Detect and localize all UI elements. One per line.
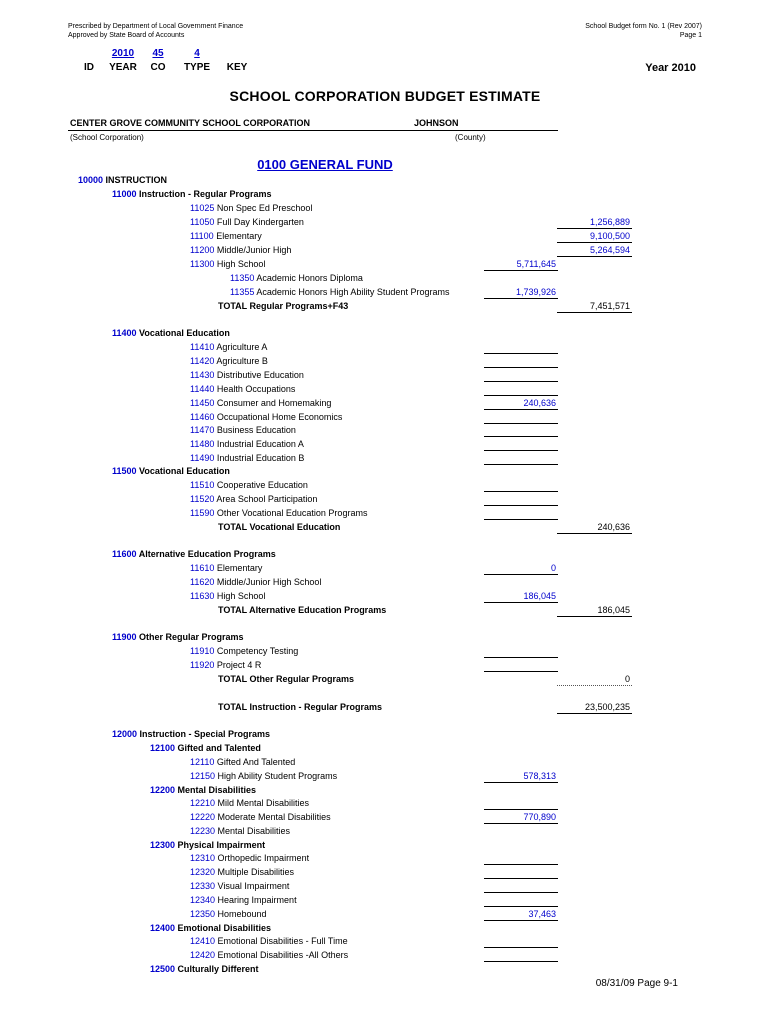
approved-note: Approved by State Board of Accounts <box>68 32 185 39</box>
account-label: Mental Disabilities <box>215 826 291 836</box>
budget-row <box>190 658 261 672</box>
page-title: SCHOOL CORPORATION BUDGET ESTIMATE <box>229 88 541 104</box>
account-code: 11410 <box>190 342 215 352</box>
account-code: 11490 <box>190 453 215 463</box>
account-code: 11355 <box>230 287 255 297</box>
account-code: 12100 <box>150 743 176 753</box>
budget-row <box>190 492 317 506</box>
total-row <box>218 299 348 313</box>
budget-row <box>190 451 304 465</box>
budget-row <box>190 368 304 382</box>
account-label: TOTAL Instruction - Regular Programs <box>218 702 383 712</box>
corporation-caption: (School Corporation) <box>70 133 144 142</box>
amount-field[interactable] <box>484 797 558 810</box>
key-label: KEY <box>226 62 248 73</box>
account-code: 12220 <box>190 812 216 822</box>
account-label: Competency Testing <box>214 646 299 656</box>
account-label: Industrial Education B <box>214 453 305 463</box>
budget-row <box>190 824 290 838</box>
budget-row <box>78 173 167 187</box>
budget-row <box>190 769 337 783</box>
budget-row <box>150 783 256 797</box>
account-code: 10000 <box>78 175 104 185</box>
account-label: Cooperative Education <box>214 480 308 490</box>
account-code: 11590 <box>190 508 215 518</box>
account-label: High School <box>214 259 266 269</box>
account-code: 11025 <box>190 203 215 213</box>
account-label: Occupational Home Economics <box>214 412 343 422</box>
account-code: 12340 <box>190 895 216 905</box>
co-value: 45 <box>152 48 164 59</box>
account-label: Full Day Kindergarten <box>214 217 304 227</box>
total-row <box>218 700 382 714</box>
account-label: Academic Honors Diploma <box>254 273 363 283</box>
account-label: Middle/Junior High <box>214 245 292 255</box>
budget-row <box>150 741 261 755</box>
budget-row <box>190 796 309 810</box>
budget-row <box>190 865 294 879</box>
account-label: TOTAL Alternative Education Programs <box>218 605 387 615</box>
account-code: 11000 <box>112 189 137 199</box>
amount-field[interactable]: 0 <box>484 562 558 575</box>
prescribed-note: Prescribed by Department of Local Government Finance <box>68 23 244 30</box>
budget-row <box>190 575 321 589</box>
subtotal-field[interactable]: 9,100,500 <box>557 230 632 243</box>
amount-field[interactable] <box>484 479 558 492</box>
budget-row <box>190 755 295 769</box>
account-code: 11480 <box>190 439 215 449</box>
amount-field[interactable]: 37,463 <box>484 908 558 921</box>
account-label: Alternative Education Programs <box>136 549 276 559</box>
budget-row <box>190 851 309 865</box>
total-amount[interactable]: 0 <box>557 673 632 686</box>
account-code: 11510 <box>190 480 215 490</box>
account-label: Elementary <box>214 563 263 573</box>
budget-row <box>190 396 331 410</box>
account-label: High Ability Student Programs <box>215 771 338 781</box>
corporation-underline <box>68 130 558 131</box>
budget-row <box>190 506 367 520</box>
account-code: 12110 <box>190 757 215 767</box>
budget-row <box>190 257 265 271</box>
amount-field[interactable] <box>484 452 558 465</box>
amount-field[interactable]: 578,313 <box>484 770 558 783</box>
budget-row <box>190 229 262 243</box>
budget-row <box>190 410 342 424</box>
amount-field[interactable] <box>484 369 558 382</box>
amount-field[interactable]: 240,636 <box>484 397 558 410</box>
account-label: Distributive Education <box>214 370 304 380</box>
account-label: Middle/Junior High School <box>214 577 322 587</box>
account-code: 12330 <box>190 881 216 891</box>
budget-row <box>190 423 296 437</box>
amount-field[interactable] <box>484 355 558 368</box>
account-label: Health Occupations <box>214 384 296 394</box>
total-row <box>218 672 354 686</box>
account-code: 12300 <box>150 840 176 850</box>
amount-field[interactable] <box>484 645 558 658</box>
account-label: Project 4 R <box>214 660 262 670</box>
budget-row <box>112 187 272 201</box>
account-code: 11200 <box>190 245 215 255</box>
account-code: 11450 <box>190 398 215 408</box>
budget-year: Year 2010 <box>645 62 696 74</box>
budget-row <box>112 630 244 644</box>
account-code: 11430 <box>190 370 215 380</box>
budget-row <box>150 838 265 852</box>
account-code: 12230 <box>190 826 216 836</box>
total-amount[interactable]: 7,451,571 <box>557 300 632 313</box>
account-code: 12200 <box>150 785 176 795</box>
year-label: YEAR <box>109 62 137 73</box>
subtotal-field[interactable]: 5,264,594 <box>557 244 632 257</box>
account-code: 11420 <box>190 356 215 366</box>
account-label: Gifted And Talented <box>214 757 296 767</box>
account-label: Hearing Impairment <box>215 895 297 905</box>
budget-row <box>190 354 268 368</box>
account-label: Other Regular Programs <box>136 632 244 642</box>
county-caption: (County) <box>455 133 486 142</box>
account-label: TOTAL Regular Programs+F43 <box>218 301 349 311</box>
amount-field[interactable] <box>484 866 558 879</box>
total-amount[interactable]: 186,045 <box>557 604 632 617</box>
account-label: Non Spec Ed Preschool <box>214 203 313 213</box>
account-code: 12150 <box>190 771 216 781</box>
account-label: Academic Honors High Ability Student Programs <box>254 287 450 297</box>
account-code: 11460 <box>190 412 215 422</box>
account-code: 11520 <box>190 494 215 504</box>
type-label: TYPE <box>183 62 211 73</box>
budget-row <box>190 810 331 824</box>
corporation-name: CENTER GROVE COMMUNITY SCHOOL CORPORATION <box>70 118 311 128</box>
account-label: TOTAL Other Regular Programs <box>218 674 355 684</box>
total-amount[interactable]: 23,500,235 <box>557 701 632 714</box>
account-label: Area School Participation <box>214 494 318 504</box>
account-code: 12310 <box>190 853 216 863</box>
account-code: 11100 <box>190 231 214 241</box>
account-label: Industrial Education A <box>214 439 304 449</box>
account-label: Visual Impairment <box>215 881 290 891</box>
budget-row <box>112 326 230 340</box>
account-label: Mental Disabilities <box>175 785 257 795</box>
amount-field[interactable]: 186,045 <box>484 590 558 603</box>
account-label: Mild Mental Disabilities <box>215 798 310 808</box>
amount-field[interactable] <box>484 341 558 354</box>
id-label: ID <box>84 62 94 73</box>
total-row <box>218 603 386 617</box>
budget-row <box>190 340 267 354</box>
amount-field[interactable] <box>484 493 558 506</box>
type-value: 4 <box>194 48 200 59</box>
account-code: 12000 <box>112 729 138 739</box>
budget-row <box>190 201 312 215</box>
account-label: Other Vocational Education Programs <box>214 508 368 518</box>
amount-field[interactable] <box>484 949 558 962</box>
amount-field[interactable] <box>484 659 558 672</box>
budget-row <box>190 478 308 492</box>
amount-field[interactable] <box>484 411 558 424</box>
amount-field[interactable] <box>484 383 558 396</box>
budget-row <box>190 934 348 948</box>
account-code: 11910 <box>190 646 215 656</box>
amount-field[interactable] <box>484 894 558 907</box>
account-label: Physical Impairment <box>175 840 266 850</box>
page-number: Page 1 <box>679 32 702 39</box>
amount-field[interactable]: 770,890 <box>484 811 558 824</box>
account-code: 11620 <box>190 577 215 587</box>
budget-row <box>190 561 262 575</box>
budget-row <box>190 243 291 257</box>
account-code: 11050 <box>190 217 215 227</box>
account-label: Emotional Disabilities -All Others <box>215 950 349 960</box>
total-amount[interactable]: 240,636 <box>557 521 632 534</box>
account-code: 11440 <box>190 384 215 394</box>
year-value: 2010 <box>111 48 135 59</box>
amount-field[interactable]: 1,739,926 <box>484 286 558 299</box>
account-label: Emotional Disabilities - Full Time <box>215 936 348 946</box>
account-label: Vocational Education <box>136 328 230 338</box>
budget-row <box>190 589 265 603</box>
amount-field[interactable] <box>484 507 558 520</box>
account-code: 11350 <box>230 273 255 283</box>
account-label: INSTRUCTION <box>103 175 168 185</box>
account-code: 11900 <box>112 632 137 642</box>
account-code: 11300 <box>190 259 215 269</box>
account-label: Elementary <box>213 231 262 241</box>
account-label: Gifted and Talented <box>175 743 261 753</box>
account-code: 11600 <box>112 549 137 559</box>
budget-row <box>190 907 267 921</box>
account-label: Emotional Disabilities <box>175 923 272 933</box>
amount-field[interactable] <box>484 935 558 948</box>
account-label: Homebound <box>215 909 267 919</box>
form-name: School Budget form No. 1 (Rev 2007) <box>585 23 702 30</box>
account-label: Agriculture A <box>214 342 268 352</box>
account-code: 11400 <box>112 328 137 338</box>
account-label: Instruction - Regular Programs <box>136 189 272 199</box>
account-label: Moderate Mental Disabilities <box>215 812 331 822</box>
account-label: Agriculture B <box>214 356 268 366</box>
account-code: 12400 <box>150 923 176 933</box>
account-label: Business Education <box>214 425 296 435</box>
budget-row <box>230 271 363 285</box>
budget-row <box>190 879 289 893</box>
account-code: 11630 <box>190 591 215 601</box>
account-label: Orthopedic Impairment <box>215 853 310 863</box>
account-label: Instruction - Special Programs <box>137 729 271 739</box>
budget-row <box>190 437 304 451</box>
account-code: 12500 <box>150 964 176 974</box>
account-label: Multiple Disabilities <box>215 867 295 877</box>
account-code: 12420 <box>190 950 216 960</box>
fund-title: 0100 GENERAL FUND <box>257 157 393 172</box>
co-label: CO <box>150 62 166 73</box>
account-code: 11610 <box>190 563 215 573</box>
budget-row <box>190 215 304 229</box>
budget-row <box>112 464 230 478</box>
account-code: 11470 <box>190 425 215 435</box>
county-name: JOHNSON <box>414 118 459 128</box>
budget-row <box>150 921 271 935</box>
budget-row <box>230 285 449 299</box>
amount-field[interactable]: 5,711,645 <box>484 258 558 271</box>
account-code: 12210 <box>190 798 216 808</box>
budget-row <box>190 382 295 396</box>
account-label: Culturally Different <box>175 964 259 974</box>
budget-row <box>112 547 276 561</box>
account-label: Consumer and Homemaking <box>214 398 332 408</box>
account-label: High School <box>214 591 266 601</box>
account-code: 11500 <box>112 466 137 476</box>
total-row <box>218 520 340 534</box>
account-code: 11920 <box>190 660 215 670</box>
amount-field[interactable] <box>484 880 558 893</box>
amount-field[interactable] <box>484 438 558 451</box>
subtotal-field[interactable]: 1,256,889 <box>557 216 632 229</box>
amount-field[interactable] <box>484 852 558 865</box>
budget-row <box>190 893 297 907</box>
amount-field[interactable] <box>484 424 558 437</box>
account-code: 12320 <box>190 867 216 877</box>
account-code: 12410 <box>190 936 216 946</box>
account-code: 12350 <box>190 909 216 919</box>
page-footer: 08/31/09 Page 9-1 <box>595 978 678 989</box>
account-label: TOTAL Vocational Education <box>218 522 341 532</box>
budget-row <box>150 962 259 976</box>
budget-row <box>112 727 270 741</box>
budget-row <box>190 948 348 962</box>
account-label: Vocational Education <box>136 466 230 476</box>
budget-row <box>190 644 298 658</box>
